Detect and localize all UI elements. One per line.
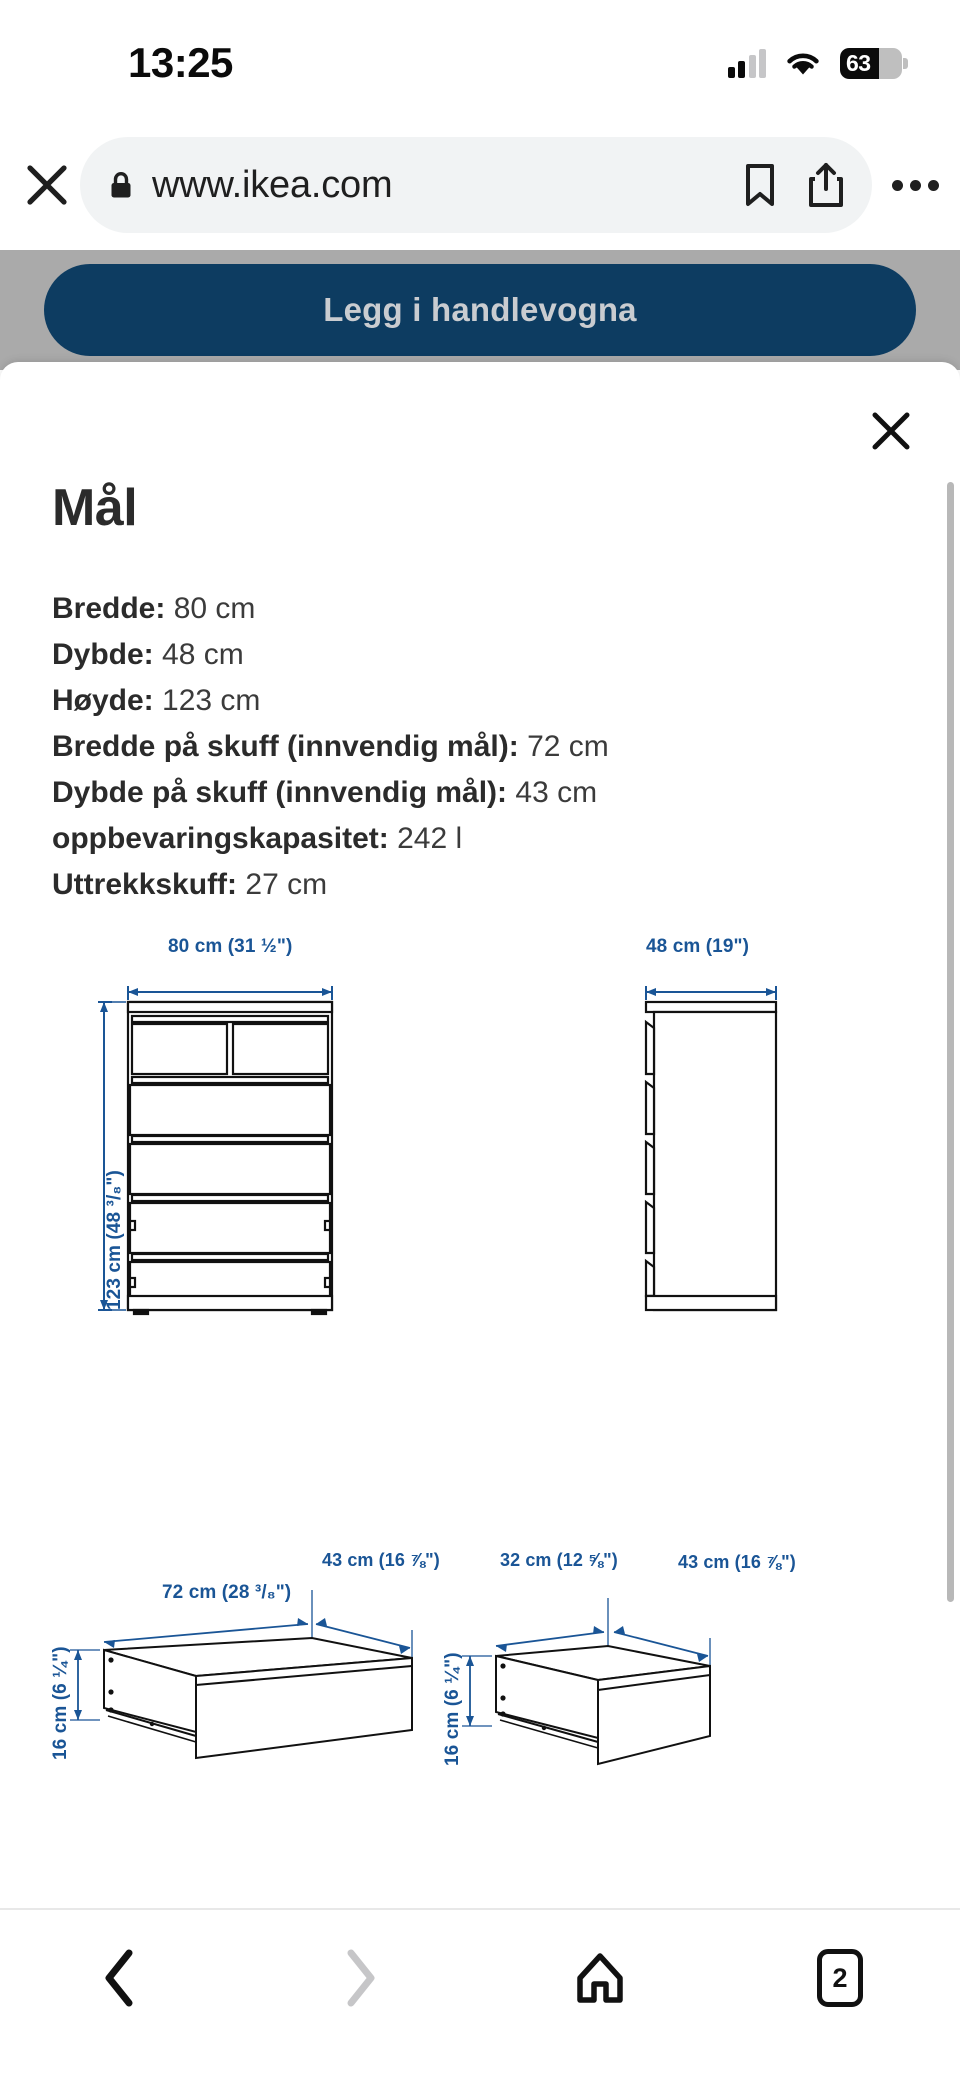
add-to-cart-button[interactable] [44,264,916,356]
spec-row [52,678,882,724]
lock-icon [108,170,134,200]
more-horizontal-icon [928,180,939,191]
spec-row [52,586,882,632]
large-drawer-width-label: 72 cm (28 ³/₈") [162,1582,292,1603]
chevron-right-icon [338,1947,382,2009]
page-title: Mål [52,479,138,537]
page-overlay-backdrop [0,250,960,370]
spec-label: Bredde: [52,592,166,625]
tab-count-label: 2 [832,1962,848,1993]
spec-row [52,724,882,770]
front-width-label: 80 cm (31 ½") [168,936,293,957]
spec-value: 72 cm [527,730,609,763]
technical-drawings-drawers [0,1520,960,1850]
side-depth-label: 48 cm (19") [646,936,750,957]
close-icon [24,162,70,208]
side-view-drawing [580,940,900,1500]
spec-label: Bredde på skuff (innvendig mål): [52,730,519,763]
spec-row [52,770,882,816]
close-icon [868,408,914,454]
battery-percent: 63 [846,49,871,76]
status-icons [728,48,903,79]
more-horizontal-icon [910,180,921,191]
spec-row [52,632,882,678]
close-tab-button[interactable] [24,162,70,208]
browser-toolbar [0,120,960,250]
modal-close-button[interactable] [860,400,922,462]
spec-value: 43 cm [515,776,598,809]
url-text[interactable]: www.ikea.com [152,163,393,206]
share-button[interactable] [802,161,850,209]
front-view-drawing [60,940,580,1500]
spec-value: 242 l [397,822,463,855]
wifi-icon [784,49,822,77]
small-drawer-depth-label: 43 cm (16 ⅞") [678,1552,796,1572]
status-bar [0,0,960,120]
nav-tabs-button[interactable] [720,1918,960,2038]
share-icon [807,162,845,208]
bookmark-icon [743,163,777,207]
spec-label: Uttrekkskuff: [52,868,238,901]
nav-forward-button[interactable] [240,1918,480,2038]
chevron-left-icon [98,1947,142,2009]
small-drawer-width-label: 32 cm (12 ⅝") [500,1550,618,1570]
signal-bars-icon [728,48,767,78]
spec-value: 27 cm [245,868,328,901]
status-time: 13:25 [128,39,233,86]
large-drawer-height-label: 16 cm (6 ¼") [50,1646,71,1760]
nav-home-button[interactable] [480,1918,720,2038]
spec-value: 48 cm [162,638,244,671]
tabs-icon [817,1949,863,2007]
more-horizontal-icon [892,180,903,191]
spec-label: Dybde: [52,638,154,671]
spec-value: 80 cm [173,592,256,625]
spec-row [52,862,882,908]
spec-label: Dybde på skuff (innvendig mål): [52,776,508,809]
address-bar[interactable] [80,137,872,233]
add-to-cart-label: Legg i handlevogna [323,291,637,328]
spec-label: oppbevaringskapasitet: [52,822,389,855]
large-drawer-depth-label: 43 cm (16 ⅞") [322,1550,440,1570]
bookmark-button[interactable] [736,161,784,209]
technical-drawings-top [0,936,960,1500]
spec-value: 123 cm [162,684,261,717]
spec-row [52,816,882,862]
more-options-button[interactable] [878,148,952,222]
nav-back-button[interactable] [0,1918,240,2038]
front-height-label: 123 cm (48 ³/₈") [104,1170,125,1310]
specs-list [52,586,882,908]
spec-label: Høyde: [52,684,154,717]
battery-icon [840,48,902,79]
small-drawer-height-label: 16 cm (6 ¼") [442,1652,463,1766]
browser-bottom-nav [0,1908,960,2086]
home-icon [572,1950,628,2006]
